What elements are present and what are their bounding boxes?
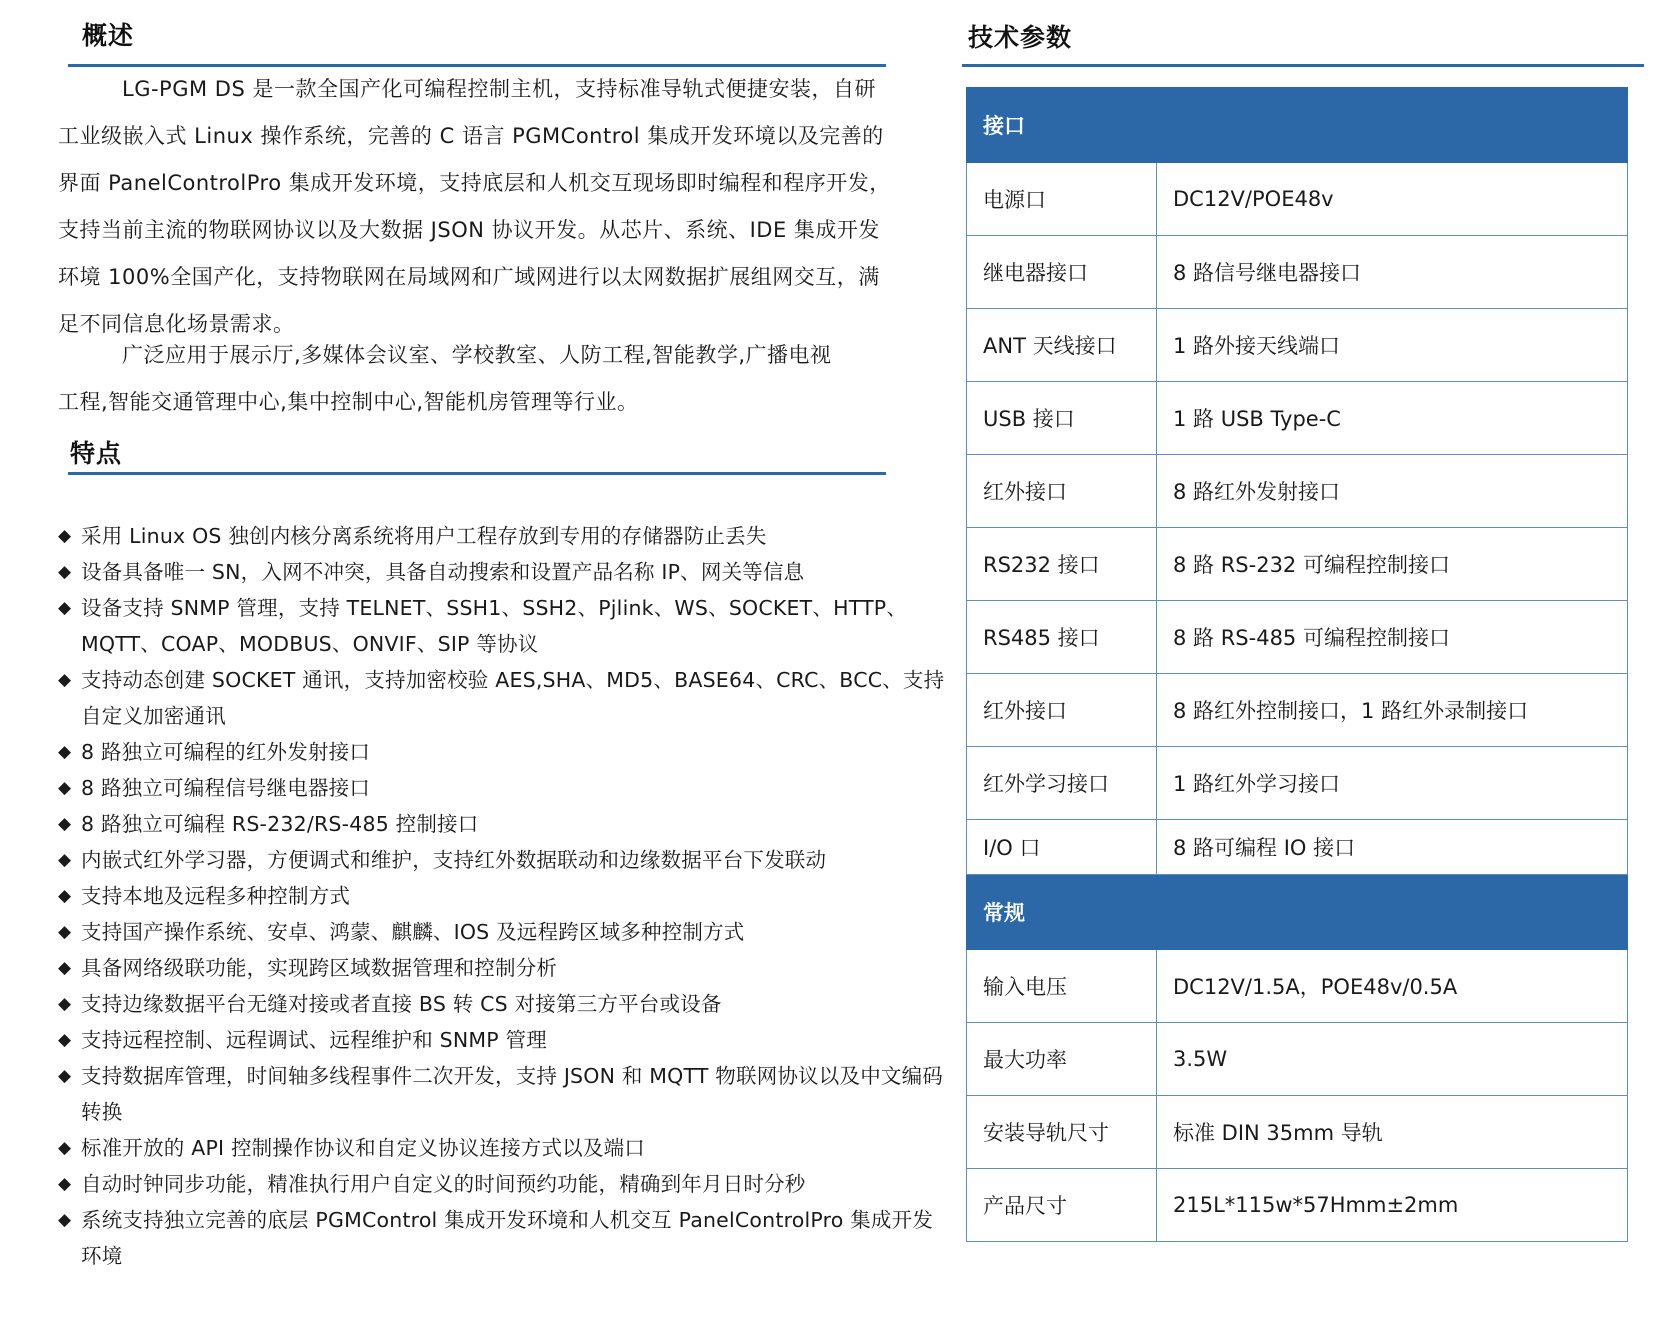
feature-item: [58, 518, 948, 554]
diamond-bullet-icon: ◆: [58, 850, 72, 870]
spec-value: 1 路红外学习接口: [1157, 747, 1628, 820]
spec-value: 8 路红外发射接口: [1157, 455, 1628, 528]
feature-item: [58, 1022, 948, 1058]
spec-value: DC12V/1.5A，POE48v/0.5A: [1157, 950, 1628, 1023]
spec-value: 8 路 RS-485 可编程控制接口: [1157, 601, 1628, 674]
diamond-bullet-icon: ◆: [58, 814, 72, 834]
spec-value: 1 路外接天线端口: [1157, 309, 1628, 382]
spec-row: [967, 747, 1628, 820]
diamond-bullet-icon: ◆: [58, 1066, 72, 1086]
spec-value: 1 路 USB Type-C: [1157, 382, 1628, 455]
spec-key: 红外接口: [967, 674, 1157, 747]
spec-key: ANT 天线接口: [967, 309, 1157, 382]
spec-key: USB 接口: [967, 382, 1157, 455]
feature-text: 支持动态创建 SOCKET 通讯，支持加密校验 AES,SHA、MD5、BASE64、CRC、BCC、支持自定义加密通讯: [81, 668, 945, 728]
feature-text: 自动时钟同步功能，精准执行用户自定义的时间预约功能，精确到年月日时分秒: [81, 1172, 806, 1196]
feature-item: [58, 1202, 948, 1274]
spec-group-name: 常规: [967, 875, 1628, 950]
feature-item: [58, 662, 948, 734]
spec-key: 电源口: [967, 163, 1157, 236]
overview-line: 工程,智能交通管理中心,集中控制中心,智能机房管理等行业。: [58, 390, 639, 414]
spec-key: RS232 接口: [967, 528, 1157, 601]
spec-value: 215L*115w*57Hmm±2mm: [1157, 1169, 1628, 1242]
feature-item: [58, 986, 948, 1022]
spec-row: [967, 382, 1628, 455]
diamond-bullet-icon: ◆: [58, 922, 72, 942]
feature-item: [58, 950, 948, 986]
overview-line: 足不同信息化场景需求。: [58, 312, 295, 336]
spec-row: [967, 674, 1628, 747]
spec-row: [967, 236, 1628, 309]
spec-row: [967, 455, 1628, 528]
feature-text: 系统支持独立完善的底层 PGMControl 集成开发环境和人机交互 PanelControlPro 集成开发环境: [81, 1208, 934, 1268]
spec-key: 红外接口: [967, 455, 1157, 528]
feature-item: [58, 1130, 948, 1166]
spec-row: [967, 820, 1628, 875]
spec-key: I/O 口: [967, 820, 1157, 875]
diamond-bullet-icon: ◆: [58, 1210, 72, 1230]
spec-row: [967, 1169, 1628, 1242]
spec-row: [967, 950, 1628, 1023]
diamond-bullet-icon: ◆: [58, 742, 72, 762]
diamond-bullet-icon: ◆: [58, 958, 72, 978]
spec-value: 标准 DIN 35mm 导轨: [1157, 1096, 1628, 1169]
feature-text: 设备支持 SNMP 管理，支持 TELNET、SSH1、SSH2、Pjlink、WS、SOCKET、HTTP、MQTT、COAP、MODBUS、ONVIF、SIP 等协议: [81, 596, 908, 656]
spec-value: 3.5W: [1157, 1023, 1628, 1096]
feature-text: 标准开放的 API 控制操作协议和自定义协议连接方式以及端口: [81, 1136, 645, 1160]
feature-item: [58, 1058, 948, 1130]
spec-row: [967, 601, 1628, 674]
feature-text: 支持国产操作系统、安卓、鸿蒙、麒麟、IOS 及远程跨区域多种控制方式: [81, 920, 745, 944]
overview-line: 环境 100%全国产化，支持物联网在局域网和广域网进行以太网数据扩展组网交互，满: [58, 265, 880, 289]
diamond-bullet-icon: ◆: [58, 1174, 72, 1194]
spec-row: [967, 1096, 1628, 1169]
spec-table: [966, 87, 1628, 1242]
spec-value: 8 路红外控制接口，1 路红外录制接口: [1157, 674, 1628, 747]
feature-item: [58, 554, 948, 590]
spec-value: 8 路 RS-232 可编程控制接口: [1157, 528, 1628, 601]
spec-key: 安装导轨尺寸: [967, 1096, 1157, 1169]
features-rule: [68, 472, 886, 475]
specs-rule: [962, 64, 1644, 67]
feature-item: [58, 806, 948, 842]
overview-line: 工业级嵌入式 Linux 操作系统，完善的 C 语言 PGMControl 集成开发环境以及完善的: [58, 124, 884, 148]
overview-line: 界面 PanelControlPro 集成开发环境，支持底层和人机交互现场即时编程和程序开发，: [58, 171, 891, 195]
overview-line: 广泛应用于展示厅,多媒体会议室、学校教室、人防工程,智能教学,广播电视: [122, 343, 832, 367]
diamond-bullet-icon: ◆: [58, 994, 72, 1014]
spec-row: [967, 528, 1628, 601]
spec-group-name: 接口: [967, 88, 1628, 163]
feature-text: 支持远程控制、远程调试、远程维护和 SNMP 管理: [81, 1028, 547, 1052]
diamond-bullet-icon: ◆: [58, 886, 72, 906]
feature-item: [58, 914, 948, 950]
feature-text: 8 路独立可编程 RS-232/RS-485 控制接口: [81, 812, 479, 836]
feature-text: 8 路独立可编程信号继电器接口: [81, 776, 371, 800]
diamond-bullet-icon: ◆: [58, 526, 72, 546]
feature-text: 支持本地及远程多种控制方式: [81, 884, 351, 908]
feature-text: 支持数据库管理，时间轴多线程事件二次开发，支持 JSON 和 MQTT 物联网协议以及中文编码转换: [81, 1064, 943, 1124]
feature-text: 采用 Linux OS 独创内核分离系统将用户工程存放到专用的存储器防止丢失: [81, 524, 767, 548]
feature-item: [58, 842, 948, 878]
diamond-bullet-icon: ◆: [58, 1138, 72, 1158]
feature-text: 8 路独立可编程的红外发射接口: [81, 740, 371, 764]
feature-item: [58, 770, 948, 806]
feature-text: 设备具备唯一 SN，入网不冲突，具备自动搜索和设置产品名称 IP、网关等信息: [81, 560, 805, 584]
diamond-bullet-icon: ◆: [58, 598, 72, 618]
spec-group-header: [967, 88, 1628, 163]
spec-key: 输入电压: [967, 950, 1157, 1023]
overview-paragraph-2: [58, 332, 898, 426]
spec-key: RS485 接口: [967, 601, 1157, 674]
feature-list: [58, 518, 948, 1274]
features-title: 特点: [70, 439, 123, 468]
spec-value: DC12V/POE48v: [1157, 163, 1628, 236]
spec-key: 红外学习接口: [967, 747, 1157, 820]
feature-item: [58, 734, 948, 770]
spec-key: 产品尺寸: [967, 1169, 1157, 1242]
feature-item: [58, 590, 948, 662]
feature-text: 内嵌式红外学习器，方便调式和维护，支持红外数据联动和边缘数据平台下发联动: [81, 848, 827, 872]
overview-line: LG-PGM DS 是一款全国产化可编程控制主机，支持标准导轨式便捷安装，自研: [122, 77, 876, 101]
spec-row: [967, 309, 1628, 382]
spec-key: 最大功率: [967, 1023, 1157, 1096]
feature-item: [58, 1166, 948, 1202]
diamond-bullet-icon: ◆: [58, 1030, 72, 1050]
overview-line: 支持当前主流的物联网协议以及大数据 JSON 协议开发。从芯片、系统、IDE 集成开发: [58, 218, 880, 242]
diamond-bullet-icon: ◆: [58, 562, 72, 582]
diamond-bullet-icon: ◆: [58, 670, 72, 690]
feature-text: 具备网络级联功能，实现跨区域数据管理和控制分析: [81, 956, 558, 980]
feature-text: 支持边缘数据平台无缝对接或者直接 BS 转 CS 对接第三方平台或设备: [81, 992, 722, 1016]
specs-title: 技术参数: [968, 23, 1073, 52]
spec-row: [967, 1023, 1628, 1096]
spec-key: 继电器接口: [967, 236, 1157, 309]
spec-group-header: [967, 875, 1628, 950]
spec-row: [967, 163, 1628, 236]
diamond-bullet-icon: ◆: [58, 778, 72, 798]
overview-paragraph-1: [58, 66, 898, 348]
spec-value: 8 路信号继电器接口: [1157, 236, 1628, 309]
overview-title: 概述: [82, 21, 135, 50]
feature-item: [58, 878, 948, 914]
spec-value: 8 路可编程 IO 接口: [1157, 820, 1628, 875]
